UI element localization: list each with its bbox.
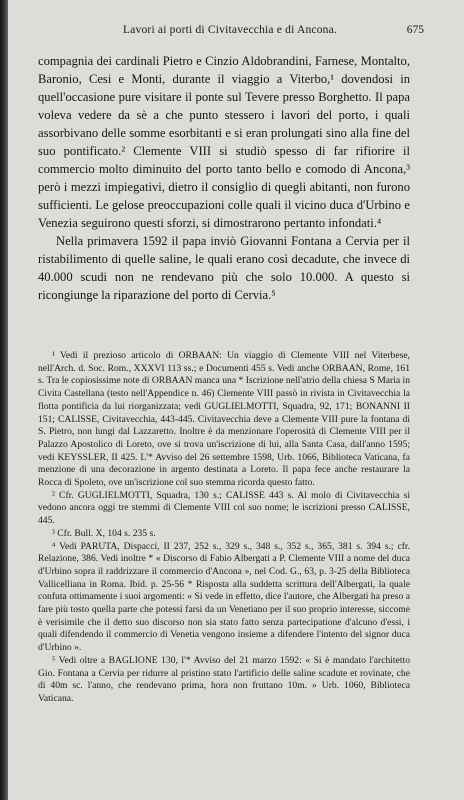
footnote: ¹ Vedi il prezioso articolo di ORBAAN: Un viaggio di Clemente VIII nel Viterbese, nell'Arch. d. Soc. Rom., XXXVI 113 ss.; e Documenti 455 s. Vedi anche ORBAAN, Rome, 161 s. Tra le copiosissime note di ORBAAN manca una * Iscrizione nell'atrio della chiesa S Maria in Civita Castellana (testo nell'Appendice n. 46) Clemente VIII passò in rivista in Civitavecchia la flotta pontificia da lui riorganizzata; vedi GUGLIELMOTTI, Squadra, 92, 171; BONANNI II 151; CALISSE, Civitavecchia, 443-445. Civitavecchia deve a Clemente VIII pure la fontana di S. Pietro, non lungi dal Lazzaretto. Inoltre è da menzionare l'operosità di Clemente VIII per il Palazzo Apostolico di Loreto, ove si trova un'iscrizione di lui, alla Santa Casa, dall'anno 1595; vedi KEYSSLER, II 425. L'* Avviso del 26 settembre 1598, Urb. 1066, Biblioteca Vaticana, fa menzione di una decorazione in argento destinata a Loreto. Il papa fece anche restaurare la Rocca di Spoleto, ove un'iscrizione col suo stemma ricorda questo fatto. [38,350,410,489]
paragraph: compagnia dei cardinali Pietro e Cinzio Aldobrandini, Farnese, Montalto, Baronio, Cesi e Monti, durante il viaggio a Viterbo,¹ dovendosi in quell'occasione pure visitare il ponte sul Tevere presso Borghetto. Il papa voleva vedere da sè a che punto stessero i lavori del porto, i quali assorbivano delle somme esorbitanti e si eran prolungati sino alla fine del suo pontificato.² Clemente VIII si studiò spesso di far rifiorire il commercio molto diminuito del porto tanto bello e comodo di Ancona,³ però i mezzi impiegativi, dietro il consiglio di quegli abitanti, non furono sufficienti. Le gelose preoccupazioni colle quali il vicino duca d'Urbino e Venezia seguirono questi sforzi, si dimostrarono pertanto infondati.⁴ [38,54,410,230]
main-text [38,52,410,304]
page-number: 675 [406,24,424,36]
book-page [8,0,464,800]
footnote: ⁴ Vedi PARUTA, Dispacci, II 237, 252 s., 329 s., 348 s., 352 s., 365, 381 s. 394 s.; cfr. Relazione, 386. Vedi inoltre * « Discorso di Fabio Albergati a P. Clemente VIII a nome del duca d'Urbino sopra il raddrizzare il commercio d'Ancona », nel Cod. G., 63, p. 3-25 della Biblioteca Vallicelliana in Roma. Ibid. p. 25-56 * Risposta alla suddetta scrittura dell'Albergati, la quale confuta ottimamente i suoi argomenti: « Si vede in effetto, dice l'autore, che Albergati ha preso a fare più tosto quella parte che potessi farsi da un Venetiano per il suo proprio interesse, siccome è verisimile che il detto suo discorso non sia stato fatto senza partecipatione d'alcuno d'essi, i quali difendendo il commercio di Venetia vengono insieme a difendere l'intento del signor duca d'Urbino ». [38,540,410,654]
paragraph: Nella primavera 1592 il papa inviò Giovanni Fontana a Cervia per il ristabilimento di quelle saline, le quali erano così decadute, che invece di 40.000 scudi non ne rendevano più che solo 10.000. A questo si ricongiunge la riparazione del porto di Cervia.⁵ [38,234,410,302]
footnotes [38,350,410,706]
running-header [36,24,424,40]
running-title: Lavori ai porti di Civitavecchia e di Ancona. [122,24,338,36]
footnote: ⁵ Vedi oltre a BAGLIONE 130, l'* Avviso del 21 marzo 1592: « Si è mandato l'architetto Gio. Fontana a Cervia per ridurre al pristino stato l'artificio delle saline scadute et rovinate, che di 40m sc. l'anno, che rendevano prima, hora non fruttano 10m. » Urb. 1060, Biblioteca Vaticana. [38,654,410,704]
footnote: ² Cfr. GUGLIELMOTTI, Squadra, 130 s.; CALISSE 443 s. Al molo di Civitavecchia si vedono ancora oggi tre stemmi di Clemente VIII col suo nome; le iscrizioni presso CALISSE, 445. [38,489,410,527]
footnote: ³ Cfr. Bull. X, 104 s. 235 s. [52,527,156,539]
book-spine-shadow [0,0,8,800]
